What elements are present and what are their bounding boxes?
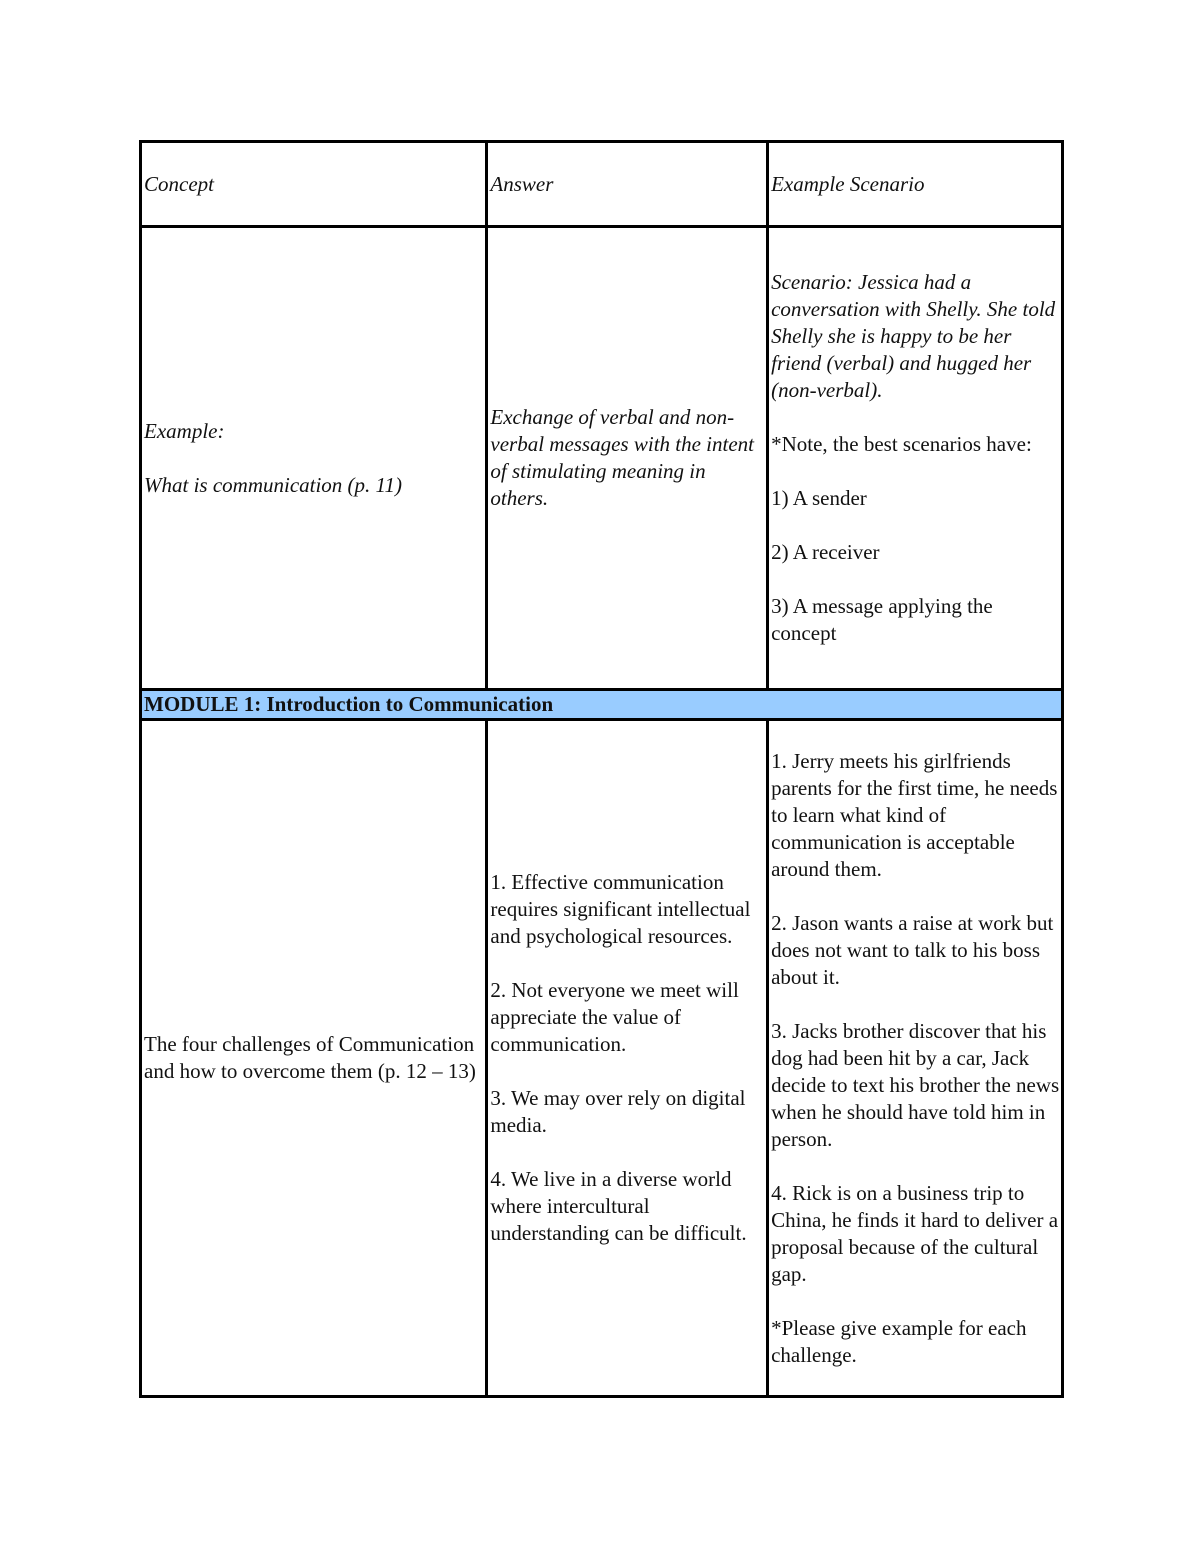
challenge-scenario-3: 3. Jacks brother discover that his dog had been hit by a car, Jack decide to text his brother the news when he should have told him in person. — [771, 1018, 1060, 1151]
example-scenario-cell — [768, 227, 1063, 690]
example-note: *Note, the best scenarios have: — [771, 432, 1032, 456]
header-scenario: Example Scenario — [768, 142, 1063, 227]
challenge-scenario-1: 1. Jerry meets his girlfriends parents for the first time, he needs to learn what kind of communication is acceptable around them. — [771, 748, 1058, 881]
challenge-scenario-4: 4. Rick is on a business trip to China, he finds it hard to deliver a proposal because of the cultural gap. — [771, 1180, 1059, 1286]
example-scenario-text: Scenario: Jessica had a conversation with Shelly. She told Shelly she is happy to be her friend (verbal) and hugged her (non-verbal). — [771, 270, 1056, 402]
example-answer-cell: Exchange of verbal and non-verbal messages with the intent of stimulating meaning in others. — [487, 227, 768, 690]
challenge-scenario-note: *Please give example for each challenge. — [771, 1315, 1027, 1367]
challenge-answer-3: 3. We may over rely on digital media. — [490, 1086, 746, 1137]
example-item-message: 3) A message applying the concept — [771, 594, 993, 645]
challenges-scenario-cell — [768, 720, 1063, 1397]
challenge-answer-2: 2. Not everyone we meet will appreciate the value of communication. — [490, 978, 739, 1056]
module-row — [141, 690, 1063, 720]
challenge-answer-1: 1. Effective communication requires significant intellectual and psychological resources. — [490, 870, 751, 948]
header-concept: Concept — [141, 142, 487, 227]
concept-table — [139, 140, 1064, 1398]
module-title: MODULE 1: Introduction to Communication — [141, 690, 1063, 720]
challenges-row — [141, 720, 1063, 1397]
example-concept-cell — [141, 227, 487, 690]
example-item-sender: 1) A sender — [771, 486, 867, 510]
table-header-row — [141, 142, 1063, 227]
example-row — [141, 227, 1063, 690]
challenges-answer-cell — [487, 720, 768, 1397]
challenge-answer-4: 4. We live in a diverse world where intercultural understanding can be difficult. — [490, 1167, 747, 1245]
challenge-scenario-2: 2. Jason wants a raise at work but does not want to talk to his boss about it. — [771, 910, 1054, 989]
challenges-concept-cell: The four challenges of Communication and how to overcome them (p. 12 – 13) — [141, 720, 487, 1397]
example-question: What is communication (p. 11) — [144, 472, 402, 497]
example-item-receiver: 2) A receiver — [771, 540, 880, 564]
example-label: Example: — [144, 418, 225, 443]
header-answer: Answer — [487, 142, 768, 227]
